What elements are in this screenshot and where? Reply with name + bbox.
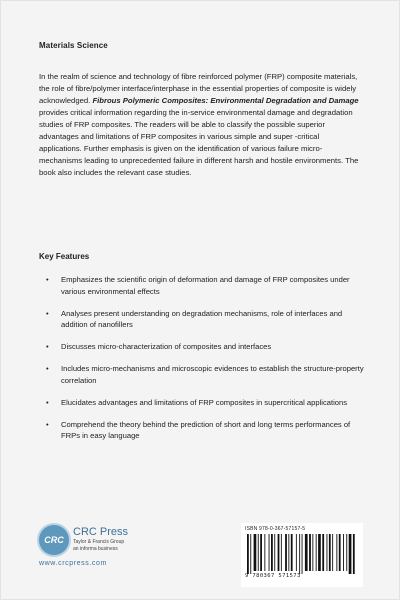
barcode-bar bbox=[339, 534, 341, 571]
book-title: Fibrous Polymeric Composites: Environmental Degradation and Damage bbox=[92, 96, 359, 105]
barcode-bar bbox=[296, 534, 297, 571]
barcode-bar bbox=[271, 534, 273, 571]
feature-text: Analyses present understanding on degradation mechanisms, role of interfaces and addition of nanofillers bbox=[61, 308, 343, 329]
bullet-icon: • bbox=[46, 275, 49, 284]
feature-text: Emphasizes the scientific origin of deformation and damage of FRP composites under various environmental effects bbox=[61, 275, 350, 296]
barcode-bar bbox=[322, 534, 324, 571]
bullet-icon: • bbox=[46, 419, 49, 429]
feature-text: Comprehend the theory behind the prediction of short and long terms performances of FRPs in easy language bbox=[61, 419, 351, 440]
barcode-bar bbox=[264, 534, 265, 571]
feature-text: Discusses micro-characterization of composites and interfaces bbox=[61, 342, 272, 351]
barcode-bar bbox=[281, 534, 282, 571]
barcode-bar bbox=[332, 534, 333, 571]
barcode-bar bbox=[329, 534, 331, 571]
crc-logo-icon: CRC bbox=[39, 525, 69, 555]
subject-category: Materials Science bbox=[39, 41, 108, 50]
feature-text: Includes micro-mechanisms and microscopic evidences to establish the structure-property correlation bbox=[61, 364, 364, 385]
feature-item bbox=[39, 419, 369, 442]
barcode-bar bbox=[312, 534, 313, 571]
barcode-bar bbox=[327, 534, 328, 571]
blurb-rest: provides critical information regarding the in-service environmental damage and degradation studies of FRP composites. The readers will be able to classify the possible superior advantages and limitations of FRP composites in various simple and super -critical applications. Further emphasis is given on the identification of various failure micro-mechanisms leading to unprecedented failure in different harsh and hostile environments. The book also includes the relevant case studies. bbox=[39, 108, 359, 177]
bullet-icon: • bbox=[46, 342, 49, 351]
barcode-bar bbox=[336, 534, 337, 571]
barcode-bar bbox=[349, 534, 352, 574]
barcode-bar bbox=[285, 534, 287, 571]
barcode-bar bbox=[247, 534, 249, 574]
publisher-name: CRC Press bbox=[73, 526, 129, 538]
bullet-icon: • bbox=[46, 397, 49, 407]
barcode-bar bbox=[302, 534, 303, 574]
publisher-business: an informa business bbox=[73, 546, 118, 552]
barcode-bar bbox=[288, 534, 289, 571]
barcode-bar bbox=[316, 534, 317, 571]
blurb-paragraph bbox=[39, 71, 363, 179]
barcode-bars bbox=[245, 534, 359, 574]
barcode-bar bbox=[291, 534, 293, 571]
bullet-icon: • bbox=[46, 364, 49, 373]
barcode-bar bbox=[260, 534, 262, 571]
barcode-bar bbox=[346, 534, 347, 571]
barcode-bar bbox=[299, 534, 300, 574]
barcode-bar bbox=[258, 534, 259, 571]
publisher-url: www.crcpress.com bbox=[39, 560, 107, 567]
key-features-heading: Key Features bbox=[39, 252, 90, 261]
feature-item bbox=[39, 274, 369, 297]
barcode-bar bbox=[353, 534, 355, 574]
blurb-intro: In the realm of science and technology of fibre reinforced polymer (FRP) composite materials, the role of fibre/polymer interface/interphase in the essential properties of composite is widely acknowledged. bbox=[39, 72, 358, 105]
barcode-bar bbox=[269, 534, 270, 571]
feature-item bbox=[39, 341, 369, 353]
publisher-logo bbox=[39, 525, 189, 585]
key-features-list bbox=[39, 274, 369, 452]
barcode-bar bbox=[278, 534, 280, 571]
isbn-label: ISBN 978-0-367-57157-5 bbox=[245, 526, 306, 532]
barcode-digits: 9 780367 571573 bbox=[245, 573, 301, 579]
publisher-group: Taylor & Francis Group bbox=[73, 539, 125, 545]
barcode-block bbox=[241, 523, 363, 587]
barcode-bar bbox=[250, 534, 251, 574]
barcode-bar bbox=[309, 534, 311, 571]
feature-item bbox=[39, 363, 369, 386]
barcode-bar bbox=[254, 534, 257, 571]
feature-item bbox=[39, 397, 369, 409]
bullet-icon: • bbox=[46, 308, 49, 318]
feature-item bbox=[39, 308, 369, 331]
barcode-bar bbox=[318, 534, 321, 571]
feature-text: Elucidates advantages and limitations of FRP composites in supercritical applications bbox=[61, 397, 348, 407]
barcode-bar bbox=[274, 534, 275, 571]
barcode-bar bbox=[343, 534, 344, 571]
barcode-bar bbox=[305, 534, 308, 571]
